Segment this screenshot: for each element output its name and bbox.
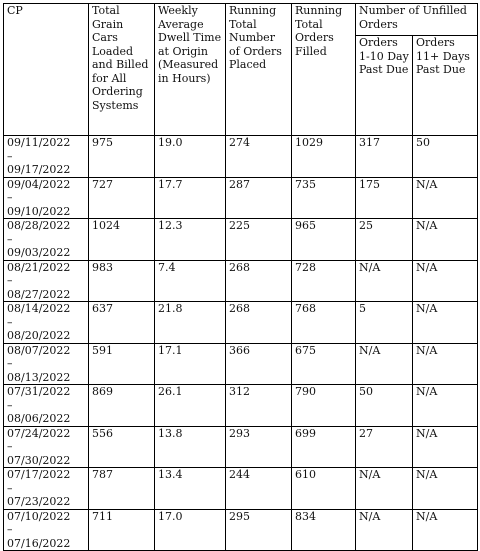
date-range-dash: – bbox=[7, 232, 13, 246]
cell-orders-placed: 268 bbox=[226, 260, 292, 302]
date-range-start: 08/07/2022 bbox=[7, 343, 71, 357]
cell-orders-placed: 287 bbox=[226, 177, 292, 219]
cell-total-grain-cars: 711 bbox=[89, 509, 155, 551]
cell-unfilled-1-10-days: 50 bbox=[356, 385, 413, 427]
cell-total-grain-cars: 787 bbox=[89, 468, 155, 510]
cell-cp-date-range bbox=[4, 385, 89, 427]
cell-unfilled-11-plus-days: 50 bbox=[413, 136, 478, 178]
cell-unfilled-11-plus-days: N/A bbox=[413, 468, 478, 510]
cell-orders-filled: 790 bbox=[292, 385, 356, 427]
date-range-start: 09/11/2022 bbox=[7, 136, 71, 149]
table-row bbox=[4, 468, 478, 510]
table-row bbox=[4, 302, 478, 344]
table-row bbox=[4, 260, 478, 302]
date-range-end: 07/30/2022 bbox=[7, 453, 71, 467]
date-range-end: 08/20/2022 bbox=[7, 329, 71, 342]
cell-total-grain-cars: 869 bbox=[89, 385, 155, 427]
cell-unfilled-1-10-days: 5 bbox=[356, 302, 413, 344]
grain-car-table bbox=[3, 3, 478, 551]
header-cp: CP bbox=[4, 4, 89, 136]
date-range-start: 08/14/2022 bbox=[7, 302, 71, 315]
cell-dwell-time: 13.4 bbox=[155, 468, 226, 510]
cell-total-grain-cars: 983 bbox=[89, 260, 155, 302]
cell-unfilled-11-plus-days: N/A bbox=[413, 260, 478, 302]
date-range-dash: – bbox=[7, 274, 13, 287]
date-range-end: 07/16/2022 bbox=[7, 536, 71, 550]
header-orders-placed: Running Total Number of Orders Placed bbox=[226, 4, 292, 136]
date-range-end: 08/27/2022 bbox=[7, 287, 71, 301]
cell-unfilled-1-10-days: N/A bbox=[356, 260, 413, 302]
date-range-end: 08/13/2022 bbox=[7, 370, 71, 384]
date-range-start: 07/17/2022 bbox=[7, 468, 71, 481]
cell-orders-filled: 1029 bbox=[292, 136, 356, 178]
date-range-start: 08/28/2022 bbox=[7, 219, 71, 232]
cell-orders-placed: 366 bbox=[226, 343, 292, 385]
cell-orders-filled: 735 bbox=[292, 177, 356, 219]
date-range-end: 09/10/2022 bbox=[7, 204, 71, 218]
date-range-start: 09/04/2022 bbox=[7, 177, 71, 191]
date-range-dash: – bbox=[7, 398, 13, 412]
date-range-end: 09/03/2022 bbox=[7, 246, 71, 259]
cell-unfilled-1-10-days: N/A bbox=[356, 509, 413, 551]
cell-unfilled-11-plus-days: N/A bbox=[413, 385, 478, 427]
date-range-dash: – bbox=[7, 315, 13, 329]
cell-orders-placed: 274 bbox=[226, 136, 292, 178]
date-range-start: 07/24/2022 bbox=[7, 426, 71, 440]
cell-total-grain-cars: 727 bbox=[89, 177, 155, 219]
cell-cp-date-range bbox=[4, 260, 89, 302]
cell-orders-placed: 244 bbox=[226, 468, 292, 510]
cell-total-grain-cars: 637 bbox=[89, 302, 155, 344]
cell-orders-placed: 295 bbox=[226, 509, 292, 551]
cell-unfilled-1-10-days: 27 bbox=[356, 426, 413, 468]
cell-unfilled-1-10-days: 317 bbox=[356, 136, 413, 178]
cell-orders-filled: 675 bbox=[292, 343, 356, 385]
cell-unfilled-11-plus-days: N/A bbox=[413, 177, 478, 219]
table-row bbox=[4, 426, 478, 468]
cell-cp-date-range bbox=[4, 426, 89, 468]
header-unfilled-1-10-days: Orders 1-10 Day Past Due bbox=[356, 36, 413, 136]
date-range-dash: – bbox=[7, 481, 13, 495]
cell-cp-date-range bbox=[4, 177, 89, 219]
cell-unfilled-11-plus-days: N/A bbox=[413, 509, 478, 551]
header-dwell-time: Weekly Average Dwell Time at Origin (Measured in Hours) bbox=[155, 4, 226, 136]
table-row bbox=[4, 219, 478, 261]
cell-cp-date-range bbox=[4, 136, 89, 178]
cell-unfilled-11-plus-days: N/A bbox=[413, 219, 478, 261]
cell-unfilled-1-10-days: 25 bbox=[356, 219, 413, 261]
cell-total-grain-cars: 556 bbox=[89, 426, 155, 468]
cell-dwell-time: 21.8 bbox=[155, 302, 226, 344]
cell-unfilled-11-plus-days: N/A bbox=[413, 426, 478, 468]
cell-orders-placed: 312 bbox=[226, 385, 292, 427]
cell-dwell-time: 17.0 bbox=[155, 509, 226, 551]
date-range-start: 07/10/2022 bbox=[7, 509, 71, 523]
table-row bbox=[4, 343, 478, 385]
header-unfilled-11-plus-days: Orders 11+ Days Past Due bbox=[413, 36, 478, 136]
cell-cp-date-range bbox=[4, 302, 89, 344]
date-range-dash: – bbox=[7, 357, 13, 370]
cell-orders-filled: 965 bbox=[292, 219, 356, 261]
cell-total-grain-cars: 591 bbox=[89, 343, 155, 385]
date-range-dash: – bbox=[7, 440, 13, 453]
table-row bbox=[4, 136, 478, 178]
header-total-grain-cars: Total Grain Cars Loaded and Billed for All Ordering Systems bbox=[89, 4, 155, 136]
cell-unfilled-11-plus-days: N/A bbox=[413, 343, 478, 385]
date-range-start: 07/31/2022 bbox=[7, 385, 71, 398]
cell-orders-filled: 834 bbox=[292, 509, 356, 551]
cell-dwell-time: 7.4 bbox=[155, 260, 226, 302]
header-orders-filled: Running Total Orders Filled bbox=[292, 4, 356, 136]
cell-orders-filled: 699 bbox=[292, 426, 356, 468]
date-range-end: 07/23/2022 bbox=[7, 495, 71, 508]
cell-dwell-time: 17.7 bbox=[155, 177, 226, 219]
cell-orders-placed: 225 bbox=[226, 219, 292, 261]
cell-cp-date-range bbox=[4, 468, 89, 510]
cell-dwell-time: 12.3 bbox=[155, 219, 226, 261]
table-row bbox=[4, 509, 478, 551]
cell-total-grain-cars: 975 bbox=[89, 136, 155, 178]
cell-dwell-time: 26.1 bbox=[155, 385, 226, 427]
date-range-dash: – bbox=[7, 523, 13, 536]
cell-unfilled-1-10-days: 175 bbox=[356, 177, 413, 219]
table-body bbox=[4, 136, 478, 551]
cell-orders-placed: 293 bbox=[226, 426, 292, 468]
date-range-start: 08/21/2022 bbox=[7, 260, 71, 274]
cell-dwell-time: 19.0 bbox=[155, 136, 226, 178]
cell-total-grain-cars: 1024 bbox=[89, 219, 155, 261]
table-row bbox=[4, 177, 478, 219]
cell-dwell-time: 17.1 bbox=[155, 343, 226, 385]
header-unfilled-orders: Number of Unfilled Orders bbox=[356, 4, 478, 36]
cell-unfilled-1-10-days: N/A bbox=[356, 343, 413, 385]
cell-orders-placed: 268 bbox=[226, 302, 292, 344]
cell-unfilled-11-plus-days: N/A bbox=[413, 302, 478, 344]
cell-cp-date-range bbox=[4, 219, 89, 261]
date-range-dash: – bbox=[7, 149, 13, 163]
date-range-dash: – bbox=[7, 191, 13, 204]
cell-orders-filled: 610 bbox=[292, 468, 356, 510]
cell-orders-filled: 728 bbox=[292, 260, 356, 302]
date-range-end: 09/17/2022 bbox=[7, 163, 71, 176]
date-range-end: 08/06/2022 bbox=[7, 412, 71, 425]
table-row bbox=[4, 385, 478, 427]
cell-unfilled-1-10-days: N/A bbox=[356, 468, 413, 510]
cell-cp-date-range bbox=[4, 343, 89, 385]
cell-dwell-time: 13.8 bbox=[155, 426, 226, 468]
cell-cp-date-range bbox=[4, 509, 89, 551]
cell-orders-filled: 768 bbox=[292, 302, 356, 344]
